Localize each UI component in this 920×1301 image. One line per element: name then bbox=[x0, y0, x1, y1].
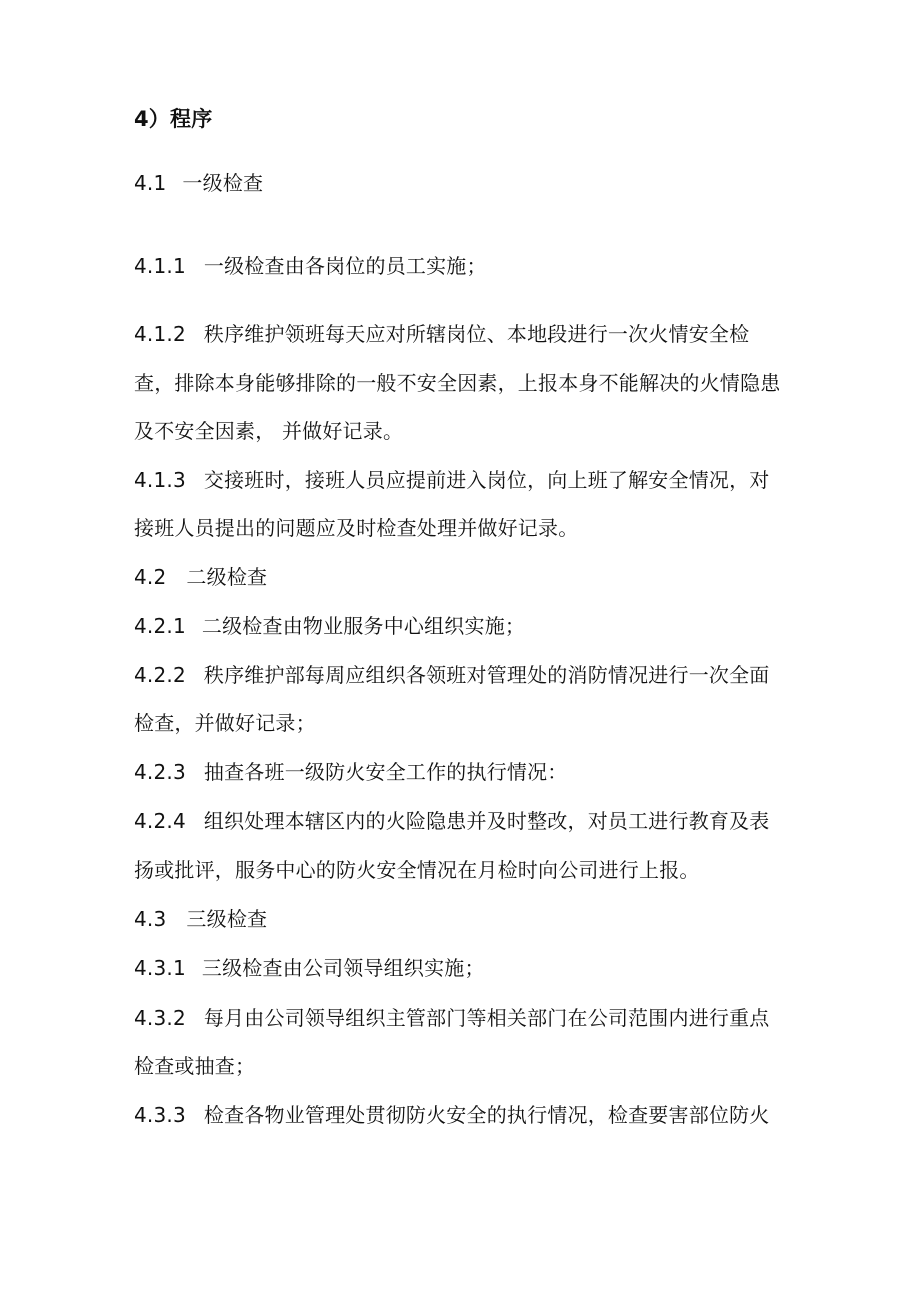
clause-text: 三级检查由公司领导组织实施； bbox=[201, 956, 485, 980]
paragraph-line bbox=[134, 253, 487, 279]
clause-text: 扬或批评，服务中心的防火安全情况在月检时向公司进行上报。 bbox=[134, 858, 700, 882]
clause-text: 秩序维护部每周应组织各领班对管理处的消防情况进行一次全面 bbox=[203, 663, 770, 687]
clause-number: 4.3.1 bbox=[134, 956, 186, 980]
clause-text: 二级检查由物业服务中心组织实施； bbox=[201, 614, 526, 638]
paragraph-line bbox=[134, 1005, 770, 1031]
clause-text: 检查，并做好记录； bbox=[134, 711, 316, 735]
clause-text: 三级检查 bbox=[186, 907, 268, 931]
clause-text: 交接班时，接班人员应提前进入岗位，向上班了解安全情况，对 bbox=[203, 468, 770, 492]
clause-text: 检查各物业管理处贯彻防火安全的执行情况，检查要害部位防火 bbox=[203, 1103, 770, 1127]
clause-text: 每月由公司领导组织主管部门等相关部门在公司范围内进行重点 bbox=[203, 1006, 770, 1030]
clause-number: 4.2.1 bbox=[134, 614, 186, 638]
paragraph-line bbox=[134, 418, 403, 444]
clause-number: 4.1.3 bbox=[134, 468, 186, 492]
clause-number: 4.2 bbox=[134, 565, 167, 589]
clause-text: 及不安全因素， 并做好记录。 bbox=[134, 419, 404, 443]
paragraph-line bbox=[134, 710, 316, 736]
clause-number: 4.3 bbox=[134, 907, 167, 931]
paragraph-line bbox=[134, 759, 568, 785]
clause-text: 查，排除本身能够排除的一般不安全因素，上报本身不能解决的火情隐患 bbox=[134, 371, 781, 395]
paragraph-line bbox=[134, 370, 780, 396]
paragraph-line bbox=[134, 321, 749, 347]
clause-number: 4.3.2 bbox=[134, 1006, 186, 1030]
clause-text: 接班人员提出的问题应及时检查处理并做好记录。 bbox=[134, 516, 579, 540]
clause-number: 4.3.3 bbox=[134, 1103, 186, 1127]
clause-text: 抽查各班一级防火安全工作的执行情况： bbox=[203, 760, 568, 784]
clause-number: 4.1.2 bbox=[134, 322, 186, 346]
clause-number: 4.2.4 bbox=[134, 809, 186, 833]
paragraph-line bbox=[134, 857, 700, 883]
clause-text: 一级检查 bbox=[182, 171, 264, 195]
clause-text: 检查或抽查； bbox=[134, 1054, 256, 1078]
clause-number: 4.1 bbox=[134, 171, 167, 195]
paragraph-line bbox=[134, 170, 263, 196]
paragraph-line bbox=[134, 613, 525, 639]
section-heading: 4）程序 bbox=[134, 107, 213, 131]
paragraph-line bbox=[134, 662, 770, 688]
paragraph-line bbox=[134, 1053, 255, 1079]
clause-text: 组织处理本辖区内的火险隐患并及时整改，对员工进行教育及表 bbox=[203, 809, 770, 833]
clause-text: 二级检查 bbox=[186, 565, 268, 589]
clause-number: 4.1.1 bbox=[134, 254, 186, 278]
clause-number: 4.2.3 bbox=[134, 760, 186, 784]
paragraph-line bbox=[134, 808, 770, 834]
paragraph-line bbox=[134, 515, 578, 541]
paragraph-line bbox=[134, 467, 770, 493]
clause-text: 一级检查由各岗位的员工实施； bbox=[203, 254, 487, 278]
clause-text: 秩序维护领班每天应对所辖岗位、本地段进行一次火情安全检 bbox=[203, 322, 750, 346]
paragraph-line bbox=[134, 564, 267, 590]
paragraph-line bbox=[134, 955, 485, 981]
paragraph-line bbox=[134, 906, 267, 932]
paragraph-line bbox=[134, 1102, 770, 1128]
clause-number: 4.2.2 bbox=[134, 663, 186, 687]
